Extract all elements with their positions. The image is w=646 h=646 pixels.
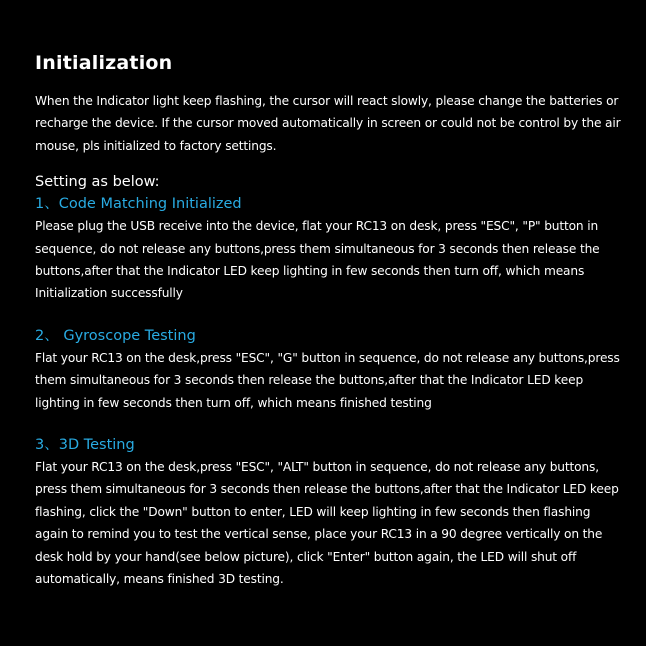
intro-paragraph: When the Indicator light keep flashing, the cursor will react slowly, please change the batteries or recharge the device. If the cursor moved automatically in screen or could not be control by the air mouse, pls initialized to factory settings. xyxy=(35,94,621,153)
section-heading: 2、 Gyroscope Testing xyxy=(35,327,196,344)
section-gyroscope-testing xyxy=(35,325,625,414)
section-body: Flat your RC13 on the desk,press "ESC", "ALT" button in sequence, do not release any buttons, press them simultaneous for 3 seconds then release the buttons,after that the Indicator LED keep flashing, click the "Down" button to enter, LED will keep lighting in few seconds then flashing again to remind you to test the vertical sense, place your RC13 in a 90 degree vertically on the desk hold by your hand(see below picture), click "Enter" button again, the LED will shut off automatically, means finished 3D testing. xyxy=(35,460,619,587)
setting-label: Setting as below: xyxy=(35,174,160,191)
section-body: Flat your RC13 on the desk,press "ESC", "G" button in sequence, do not release any buttons,press them simultaneous for 3 seconds then release the buttons,after that the Indicator LED keep lighting in few seconds then turn off, which means finished testing xyxy=(35,350,620,410)
section-heading: 3、3D Testing xyxy=(35,437,135,454)
page-title: Initialization xyxy=(35,52,173,74)
section-body: Please plug the USB receive into the device, flat your RC13 on desk, press "ESC", "P" button in sequence, do not release any buttons,press them simultaneous for 3 seconds then release the buttons,after that the Indicator LED keep lighting in few seconds then turn off, which means Initialization successfully xyxy=(35,219,600,301)
section-heading: 1、Code Matching Initialized xyxy=(35,196,242,213)
section-code-matching xyxy=(35,193,625,305)
document-page xyxy=(35,52,625,611)
section-3d-testing xyxy=(35,434,625,590)
